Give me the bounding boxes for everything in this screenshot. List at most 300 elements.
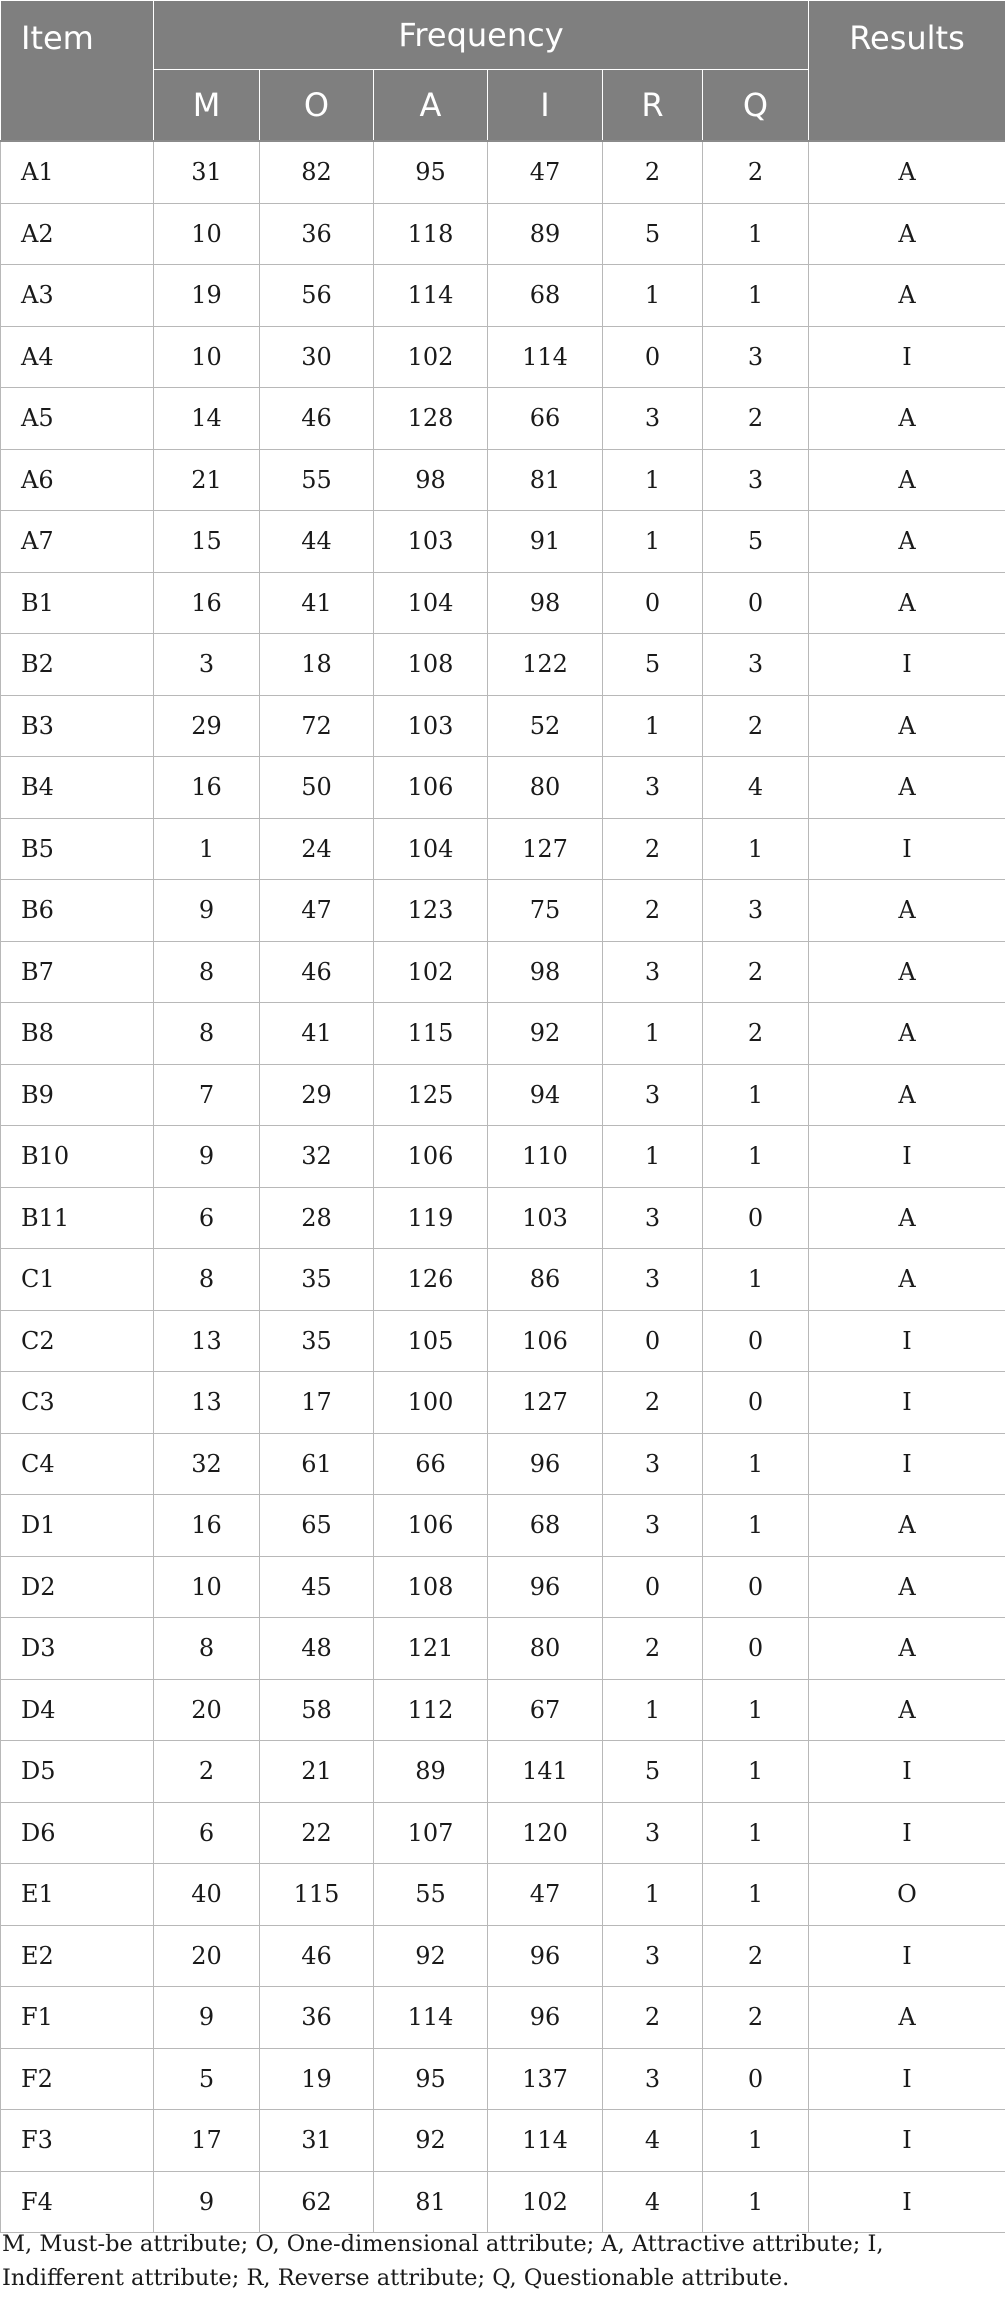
cell-o: 28	[260, 1187, 374, 1249]
cell-q: 4	[703, 757, 809, 819]
cell-a: 98	[374, 449, 488, 511]
cell-m: 9	[154, 1126, 260, 1188]
cell-result: I	[809, 818, 1005, 880]
cell-item: A4	[1, 326, 154, 388]
cell-q: 1	[703, 1495, 809, 1557]
cell-result: A	[809, 265, 1005, 327]
cell-m: 5	[154, 2048, 260, 2110]
cell-i: 120	[488, 1802, 603, 1864]
cell-item: D4	[1, 1679, 154, 1741]
cell-m: 8	[154, 941, 260, 1003]
cell-o: 35	[260, 1310, 374, 1372]
cell-m: 6	[154, 1187, 260, 1249]
cell-q: 1	[703, 1064, 809, 1126]
cell-r: 4	[603, 2171, 703, 2233]
cell-o: 24	[260, 818, 374, 880]
header-item: Item	[1, 1, 154, 142]
table-row	[1, 1741, 1005, 1803]
cell-item: B11	[1, 1187, 154, 1249]
cell-a: 81	[374, 2171, 488, 2233]
cell-item: D1	[1, 1495, 154, 1557]
table-body	[1, 141, 1005, 2233]
cell-item: F4	[1, 2171, 154, 2233]
cell-item: A7	[1, 511, 154, 573]
cell-i: 75	[488, 880, 603, 942]
cell-item: B1	[1, 572, 154, 634]
cell-o: 62	[260, 2171, 374, 2233]
cell-result: A	[809, 1064, 1005, 1126]
cell-result: A	[809, 695, 1005, 757]
cell-result: I	[809, 2048, 1005, 2110]
cell-o: 35	[260, 1249, 374, 1311]
cell-item: B8	[1, 1003, 154, 1065]
cell-q: 1	[703, 203, 809, 265]
cell-i: 66	[488, 388, 603, 450]
cell-a: 115	[374, 1003, 488, 1065]
header-results: Results	[809, 1, 1005, 142]
cell-q: 2	[703, 388, 809, 450]
header-frequency: Frequency	[154, 1, 809, 70]
header-o: O	[260, 70, 374, 142]
cell-a: 118	[374, 203, 488, 265]
cell-r: 0	[603, 572, 703, 634]
cell-q: 1	[703, 1126, 809, 1188]
cell-o: 46	[260, 941, 374, 1003]
table-row	[1, 1249, 1005, 1311]
table-row	[1, 1310, 1005, 1372]
cell-r: 2	[603, 880, 703, 942]
cell-o: 19	[260, 2048, 374, 2110]
cell-i: 106	[488, 1310, 603, 1372]
cell-a: 66	[374, 1433, 488, 1495]
cell-item: D2	[1, 1556, 154, 1618]
cell-item: B7	[1, 941, 154, 1003]
cell-item: A5	[1, 388, 154, 450]
cell-result: I	[809, 2110, 1005, 2172]
cell-r: 3	[603, 757, 703, 819]
cell-result: A	[809, 511, 1005, 573]
cell-i: 127	[488, 1372, 603, 1434]
cell-item: A2	[1, 203, 154, 265]
cell-o: 18	[260, 634, 374, 696]
cell-a: 106	[374, 1126, 488, 1188]
cell-item: B10	[1, 1126, 154, 1188]
cell-result: A	[809, 880, 1005, 942]
cell-item: F1	[1, 1987, 154, 2049]
cell-result: A	[809, 388, 1005, 450]
cell-o: 41	[260, 572, 374, 634]
cell-a: 128	[374, 388, 488, 450]
cell-result: A	[809, 1249, 1005, 1311]
cell-a: 103	[374, 695, 488, 757]
cell-result: A	[809, 941, 1005, 1003]
cell-m: 13	[154, 1310, 260, 1372]
cell-m: 9	[154, 1987, 260, 2049]
cell-q: 3	[703, 449, 809, 511]
cell-i: 80	[488, 757, 603, 819]
cell-o: 56	[260, 265, 374, 327]
cell-q: 2	[703, 141, 809, 203]
cell-a: 126	[374, 1249, 488, 1311]
cell-m: 20	[154, 1925, 260, 1987]
cell-result: A	[809, 757, 1005, 819]
cell-item: E2	[1, 1925, 154, 1987]
cell-r: 5	[603, 203, 703, 265]
cell-r: 2	[603, 1372, 703, 1434]
cell-o: 21	[260, 1741, 374, 1803]
cell-item: C2	[1, 1310, 154, 1372]
cell-r: 2	[603, 818, 703, 880]
cell-q: 0	[703, 1187, 809, 1249]
cell-a: 121	[374, 1618, 488, 1680]
cell-r: 1	[603, 265, 703, 327]
cell-i: 98	[488, 941, 603, 1003]
table-row	[1, 2048, 1005, 2110]
cell-item: B4	[1, 757, 154, 819]
cell-a: 106	[374, 757, 488, 819]
cell-m: 9	[154, 880, 260, 942]
cell-r: 3	[603, 1925, 703, 1987]
cell-q: 1	[703, 1864, 809, 1926]
cell-m: 8	[154, 1003, 260, 1065]
table-row	[1, 941, 1005, 1003]
table-row	[1, 265, 1005, 327]
cell-o: 61	[260, 1433, 374, 1495]
cell-i: 89	[488, 203, 603, 265]
cell-i: 102	[488, 2171, 603, 2233]
cell-o: 46	[260, 1925, 374, 1987]
cell-i: 122	[488, 634, 603, 696]
table-row	[1, 1802, 1005, 1864]
cell-m: 19	[154, 265, 260, 327]
cell-q: 0	[703, 1556, 809, 1618]
table-row	[1, 2171, 1005, 2233]
cell-result: A	[809, 1187, 1005, 1249]
cell-r: 2	[603, 1987, 703, 2049]
cell-r: 4	[603, 2110, 703, 2172]
cell-i: 98	[488, 572, 603, 634]
cell-r: 3	[603, 1249, 703, 1311]
cell-a: 107	[374, 1802, 488, 1864]
header-m: M	[154, 70, 260, 142]
header-q: Q	[703, 70, 809, 142]
table-row	[1, 1864, 1005, 1926]
table-row	[1, 1064, 1005, 1126]
cell-q: 0	[703, 1310, 809, 1372]
cell-m: 15	[154, 511, 260, 573]
cell-a: 102	[374, 941, 488, 1003]
cell-a: 95	[374, 2048, 488, 2110]
cell-i: 68	[488, 1495, 603, 1557]
cell-r: 2	[603, 1618, 703, 1680]
cell-item: C3	[1, 1372, 154, 1434]
cell-i: 96	[488, 1556, 603, 1618]
cell-q: 2	[703, 1987, 809, 2049]
cell-r: 1	[603, 1679, 703, 1741]
table-row	[1, 326, 1005, 388]
cell-r: 1	[603, 1864, 703, 1926]
table-row	[1, 572, 1005, 634]
cell-m: 9	[154, 2171, 260, 2233]
cell-q: 2	[703, 1003, 809, 1065]
cell-result: I	[809, 1126, 1005, 1188]
cell-result: I	[809, 326, 1005, 388]
cell-result: O	[809, 1864, 1005, 1926]
cell-item: E1	[1, 1864, 154, 1926]
cell-a: 119	[374, 1187, 488, 1249]
cell-item: F2	[1, 2048, 154, 2110]
table-row	[1, 695, 1005, 757]
cell-m: 31	[154, 141, 260, 203]
table-row	[1, 1187, 1005, 1249]
cell-result: A	[809, 449, 1005, 511]
cell-r: 3	[603, 388, 703, 450]
cell-q: 1	[703, 265, 809, 327]
cell-o: 17	[260, 1372, 374, 1434]
cell-i: 52	[488, 695, 603, 757]
cell-m: 16	[154, 757, 260, 819]
cell-o: 22	[260, 1802, 374, 1864]
cell-q: 1	[703, 2110, 809, 2172]
cell-r: 1	[603, 695, 703, 757]
cell-result: I	[809, 2171, 1005, 2233]
cell-result: A	[809, 1679, 1005, 1741]
cell-m: 21	[154, 449, 260, 511]
cell-q: 2	[703, 941, 809, 1003]
cell-i: 137	[488, 2048, 603, 2110]
table-row	[1, 1003, 1005, 1065]
cell-m: 10	[154, 1556, 260, 1618]
cell-item: A3	[1, 265, 154, 327]
cell-result: A	[809, 1003, 1005, 1065]
table-row	[1, 1556, 1005, 1618]
cell-result: A	[809, 141, 1005, 203]
cell-a: 104	[374, 818, 488, 880]
cell-a: 112	[374, 1679, 488, 1741]
cell-i: 68	[488, 265, 603, 327]
table-row	[1, 1987, 1005, 2049]
cell-r: 1	[603, 1003, 703, 1065]
cell-i: 81	[488, 449, 603, 511]
cell-i: 86	[488, 1249, 603, 1311]
cell-r: 5	[603, 1741, 703, 1803]
cell-result: I	[809, 1741, 1005, 1803]
cell-i: 47	[488, 141, 603, 203]
table-row	[1, 203, 1005, 265]
cell-q: 0	[703, 572, 809, 634]
cell-result: I	[809, 1925, 1005, 1987]
cell-r: 3	[603, 1064, 703, 1126]
cell-i: 114	[488, 2110, 603, 2172]
cell-m: 7	[154, 1064, 260, 1126]
cell-result: A	[809, 1495, 1005, 1557]
cell-result: I	[809, 1802, 1005, 1864]
cell-q: 3	[703, 634, 809, 696]
cell-o: 65	[260, 1495, 374, 1557]
table-row	[1, 1679, 1005, 1741]
cell-i: 96	[488, 1433, 603, 1495]
cell-a: 92	[374, 2110, 488, 2172]
cell-item: B2	[1, 634, 154, 696]
cell-q: 1	[703, 1433, 809, 1495]
cell-r: 0	[603, 326, 703, 388]
cell-i: 92	[488, 1003, 603, 1065]
cell-m: 10	[154, 326, 260, 388]
cell-i: 94	[488, 1064, 603, 1126]
cell-q: 1	[703, 1249, 809, 1311]
cell-i: 80	[488, 1618, 603, 1680]
cell-o: 115	[260, 1864, 374, 1926]
cell-o: 47	[260, 880, 374, 942]
cell-o: 30	[260, 326, 374, 388]
cell-i: 67	[488, 1679, 603, 1741]
cell-o: 32	[260, 1126, 374, 1188]
cell-a: 123	[374, 880, 488, 942]
cell-a: 114	[374, 1987, 488, 2049]
cell-o: 55	[260, 449, 374, 511]
cell-m: 6	[154, 1802, 260, 1864]
cell-i: 127	[488, 818, 603, 880]
cell-m: 16	[154, 572, 260, 634]
table-row	[1, 2110, 1005, 2172]
cell-i: 47	[488, 1864, 603, 1926]
cell-m: 29	[154, 695, 260, 757]
cell-q: 2	[703, 1925, 809, 1987]
cell-r: 0	[603, 1556, 703, 1618]
cell-i: 103	[488, 1187, 603, 1249]
cell-i: 96	[488, 1925, 603, 1987]
cell-m: 8	[154, 1618, 260, 1680]
table-row	[1, 1126, 1005, 1188]
cell-o: 44	[260, 511, 374, 573]
cell-i: 141	[488, 1741, 603, 1803]
header-i: I	[488, 70, 603, 142]
cell-m: 16	[154, 1495, 260, 1557]
cell-result: I	[809, 1372, 1005, 1434]
table-row	[1, 449, 1005, 511]
cell-r: 3	[603, 2048, 703, 2110]
table-row	[1, 388, 1005, 450]
table-header	[1, 1, 1005, 142]
cell-i: 114	[488, 326, 603, 388]
table-row	[1, 1433, 1005, 1495]
cell-item: A1	[1, 141, 154, 203]
cell-r: 0	[603, 1310, 703, 1372]
cell-a: 108	[374, 634, 488, 696]
cell-a: 103	[374, 511, 488, 573]
cell-a: 125	[374, 1064, 488, 1126]
cell-result: I	[809, 1433, 1005, 1495]
cell-item: A6	[1, 449, 154, 511]
table-row	[1, 818, 1005, 880]
table-row	[1, 1925, 1005, 1987]
cell-o: 82	[260, 141, 374, 203]
cell-result: I	[809, 1310, 1005, 1372]
cell-r: 2	[603, 141, 703, 203]
cell-m: 17	[154, 2110, 260, 2172]
cell-a: 89	[374, 1741, 488, 1803]
cell-a: 92	[374, 1925, 488, 1987]
cell-q: 5	[703, 511, 809, 573]
cell-q: 0	[703, 1618, 809, 1680]
cell-result: A	[809, 1987, 1005, 2049]
cell-q: 1	[703, 1679, 809, 1741]
cell-m: 13	[154, 1372, 260, 1434]
cell-o: 50	[260, 757, 374, 819]
cell-i: 110	[488, 1126, 603, 1188]
cell-item: B5	[1, 818, 154, 880]
cell-m: 20	[154, 1679, 260, 1741]
cell-o: 58	[260, 1679, 374, 1741]
cell-o: 41	[260, 1003, 374, 1065]
table-row	[1, 1495, 1005, 1557]
cell-item: B3	[1, 695, 154, 757]
cell-a: 95	[374, 141, 488, 203]
cell-r: 1	[603, 511, 703, 573]
cell-item: C1	[1, 1249, 154, 1311]
cell-q: 1	[703, 2171, 809, 2233]
cell-q: 3	[703, 880, 809, 942]
cell-r: 1	[603, 449, 703, 511]
cell-o: 45	[260, 1556, 374, 1618]
table-row	[1, 757, 1005, 819]
cell-a: 108	[374, 1556, 488, 1618]
cell-item: D5	[1, 1741, 154, 1803]
table-row	[1, 880, 1005, 942]
cell-i: 96	[488, 1987, 603, 2049]
cell-m: 10	[154, 203, 260, 265]
cell-o: 46	[260, 388, 374, 450]
cell-q: 0	[703, 1372, 809, 1434]
cell-m: 1	[154, 818, 260, 880]
cell-item: F3	[1, 2110, 154, 2172]
table-row	[1, 1372, 1005, 1434]
cell-m: 32	[154, 1433, 260, 1495]
cell-item: B6	[1, 880, 154, 942]
cell-m: 3	[154, 634, 260, 696]
cell-r: 3	[603, 1187, 703, 1249]
cell-result: A	[809, 572, 1005, 634]
cell-result: A	[809, 1556, 1005, 1618]
cell-m: 14	[154, 388, 260, 450]
cell-q: 1	[703, 1741, 809, 1803]
cell-q: 1	[703, 1802, 809, 1864]
header-r: R	[603, 70, 703, 142]
cell-q: 2	[703, 695, 809, 757]
cell-q: 0	[703, 2048, 809, 2110]
cell-a: 55	[374, 1864, 488, 1926]
cell-a: 105	[374, 1310, 488, 1372]
table-row	[1, 511, 1005, 573]
header-a: A	[374, 70, 488, 142]
cell-o: 36	[260, 203, 374, 265]
cell-i: 91	[488, 511, 603, 573]
cell-q: 1	[703, 818, 809, 880]
cell-m: 2	[154, 1741, 260, 1803]
cell-r: 3	[603, 941, 703, 1003]
cell-q: 3	[703, 326, 809, 388]
cell-r: 5	[603, 634, 703, 696]
cell-result: A	[809, 1618, 1005, 1680]
cell-a: 106	[374, 1495, 488, 1557]
cell-a: 104	[374, 572, 488, 634]
cell-o: 72	[260, 695, 374, 757]
table-row	[1, 634, 1005, 696]
cell-m: 40	[154, 1864, 260, 1926]
cell-o: 48	[260, 1618, 374, 1680]
table-row	[1, 1618, 1005, 1680]
cell-a: 100	[374, 1372, 488, 1434]
